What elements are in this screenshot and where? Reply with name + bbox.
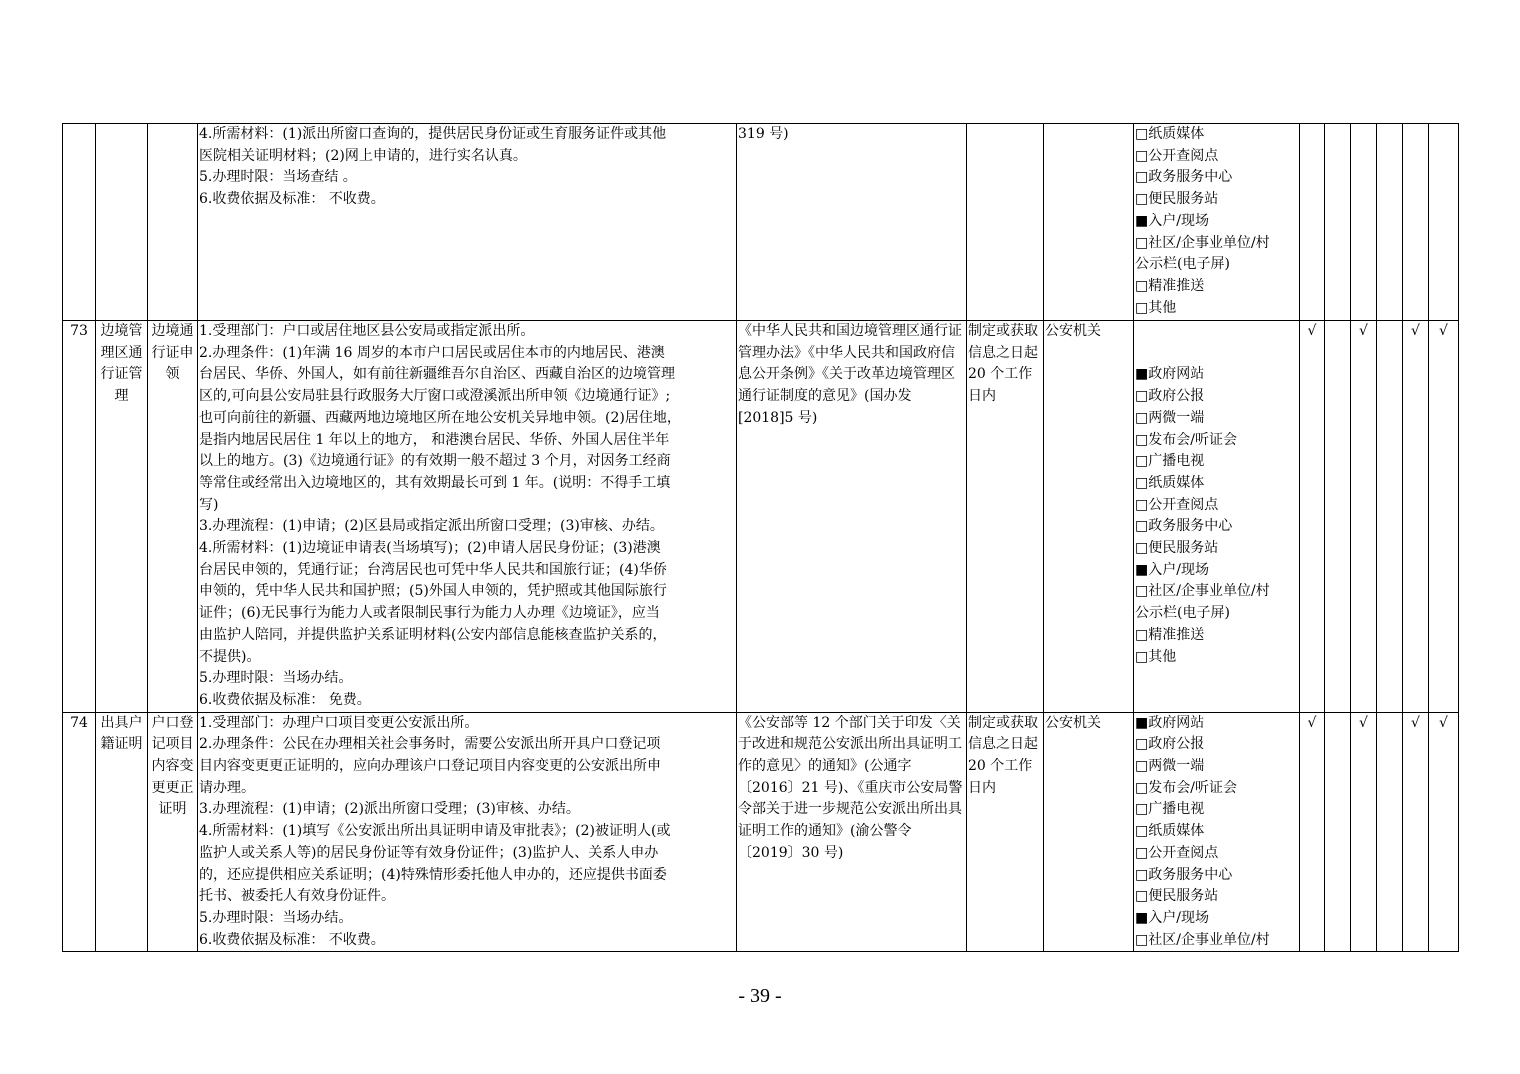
time-limit: 制定或获取信息之日起 20 个工作日内 bbox=[967, 712, 1044, 952]
channel-item: ■入户/现场 bbox=[1135, 561, 1209, 578]
responsible-body: 公安机关 bbox=[1044, 712, 1134, 952]
channel-item: ■政府网站 bbox=[1135, 366, 1205, 383]
channel-item: □两微一端 bbox=[1135, 758, 1205, 775]
detail-line: 5.办理时限：当场办结。 bbox=[199, 670, 353, 687]
channel-item: □其他 bbox=[1135, 648, 1177, 665]
responsible-body bbox=[1044, 124, 1134, 321]
detail-line: 5.办理时限：当场查结 。 bbox=[199, 169, 357, 186]
channel-item: □发布会/听证会 bbox=[1135, 431, 1237, 448]
detail-line: 1.受理部门：户口或居住地区县公安局或指定派出所。 bbox=[199, 323, 535, 339]
detail-line: 等常住或经常出入边境地区的，其有效期最长可到 1 年。(说明：不得手工填 bbox=[199, 474, 671, 491]
item-details bbox=[198, 124, 737, 321]
channel-item: □社区/企事业单位/村 bbox=[1135, 931, 1270, 948]
table-row bbox=[63, 124, 1459, 321]
page-number: - 39 - bbox=[738, 985, 782, 1007]
item-details bbox=[198, 712, 737, 952]
channel-item: □其他 bbox=[1135, 299, 1177, 316]
check-mark bbox=[1377, 321, 1403, 713]
channel-item: □政府公报 bbox=[1135, 388, 1205, 405]
responsible-body: 公安机关 bbox=[1044, 321, 1134, 713]
detail-line: 4.所需材料：(1)派出所窗口查询的，提供居民身份证或生育服务证件或其他 bbox=[199, 126, 667, 142]
channel-item: □两微一端 bbox=[1135, 409, 1205, 426]
check-mark bbox=[1300, 124, 1325, 321]
check-mark: √ bbox=[1351, 712, 1377, 952]
table-row bbox=[63, 712, 1459, 952]
detail-line: 6.收费依据及标准： 不收费。 bbox=[199, 931, 385, 948]
detail-line: 目内容变更更正证明的，应向办理该户口登记项目内容变更的公安派出所申 bbox=[199, 758, 661, 775]
channel-item: □公开查阅点 bbox=[1135, 496, 1219, 513]
sub-item-name: 边境通行证申领 bbox=[148, 321, 198, 713]
channel-item: □发布会/听证会 bbox=[1135, 779, 1237, 796]
check-mark: √ bbox=[1403, 321, 1429, 713]
channel-item: □政务服务中心 bbox=[1135, 866, 1233, 883]
item-details bbox=[198, 321, 737, 713]
detail-line: 以上的地方。(3)《边境通行证》的有效期一般不超过 3 个月，对因务工经商 bbox=[199, 453, 671, 470]
time-limit bbox=[967, 124, 1044, 321]
sub-item-name bbox=[148, 124, 198, 321]
table-row bbox=[63, 321, 1459, 713]
channel-item: □便民服务站 bbox=[1135, 888, 1219, 905]
channel-item: □社区/企事业单位/村 bbox=[1135, 234, 1270, 251]
detail-line: 1.受理部门：办理户口项目变更公安派出所。 bbox=[199, 714, 479, 731]
channel-item: □政务服务中心 bbox=[1135, 518, 1233, 535]
check-mark bbox=[1325, 124, 1351, 321]
detail-line: 6.收费依据及标准： 不收费。 bbox=[199, 191, 385, 208]
detail-line: 2.办理条件：公民在办理相关社会事务时，需要公安派出所开具户口登记项 bbox=[199, 736, 661, 753]
channel-item: □政府公报 bbox=[1135, 736, 1205, 753]
check-mark: √ bbox=[1351, 321, 1377, 713]
detail-line: 6.收费依据及标准： 免费。 bbox=[199, 691, 371, 708]
detail-line: 医院相关证明材料；(2)网上申请的，进行实名认真。 bbox=[199, 147, 527, 164]
detail-line: 写) bbox=[199, 496, 219, 513]
channel-item: □公开查阅点 bbox=[1135, 147, 1219, 164]
channel-item: 公示栏(电子屏) bbox=[1135, 256, 1230, 273]
detail-line: 5.办理时限：当场办结。 bbox=[199, 909, 353, 926]
channel-item: □纸质媒体 bbox=[1135, 126, 1205, 142]
channel-item: □纸质媒体 bbox=[1135, 823, 1205, 840]
detail-line: 也可向前往的新疆、西藏两地边境地区所在地公安机关异地申领。(2)居住地， bbox=[199, 409, 681, 426]
check-mark: √ bbox=[1429, 321, 1459, 713]
item-name: 边境管理区通行证管理 bbox=[96, 321, 148, 713]
detail-line: 是指内地居民居住 1 年以上的地方， 和港澳台居民、华侨、外国人居住半年 bbox=[199, 431, 670, 448]
check-mark bbox=[1377, 124, 1403, 321]
channel-item: □社区/企事业单位/村 bbox=[1135, 583, 1270, 600]
channel-item: □公开查阅点 bbox=[1135, 844, 1219, 861]
channel-item: □精准推送 bbox=[1135, 277, 1205, 294]
detail-line: 托书、被委托人有效身份证件。 bbox=[199, 888, 395, 905]
legal-basis: 319 号) bbox=[737, 124, 967, 321]
check-mark: √ bbox=[1403, 712, 1429, 952]
channel-item: □便民服务站 bbox=[1135, 540, 1219, 557]
channel-item: 公示栏(电子屏) bbox=[1135, 605, 1230, 622]
channel-item: □广播电视 bbox=[1135, 453, 1205, 470]
channel-item: □广播电视 bbox=[1135, 801, 1205, 818]
check-mark bbox=[1325, 712, 1351, 952]
disclosure-channels bbox=[1134, 712, 1300, 952]
check-mark: √ bbox=[1429, 712, 1459, 952]
channel-item: ■入户/现场 bbox=[1135, 212, 1209, 229]
detail-line: 3.办理流程：(1)申请；(2)派出所窗口受理；(3)审核、办结。 bbox=[199, 801, 580, 818]
row-number: 74 bbox=[63, 712, 96, 952]
check-mark bbox=[1429, 124, 1459, 321]
sub-item-name: 户口登记项目内容变更更正证明 bbox=[148, 712, 198, 952]
detail-line: 3.办理流程：(1)申请；(2)区县局或指定派出所窗口受理；(3)审核、办结。 bbox=[199, 518, 664, 535]
check-mark: √ bbox=[1300, 321, 1325, 713]
check-mark bbox=[1351, 124, 1377, 321]
channel-item: ■政府网站 bbox=[1135, 714, 1205, 731]
channel-item: ■入户/现场 bbox=[1135, 909, 1209, 926]
detail-line: 证件；(6)无民事行为能力人或者限制民事行为能力人办理《边境证》，应当 bbox=[199, 605, 660, 622]
detail-line: 申领的，凭中华人民共和国护照；(5)外国人申领的，凭护照或其他国际旅行 bbox=[199, 583, 667, 600]
detail-line: 的，还应提供相应关系证明；(4)特殊情形委托他人申办的，还应提供书面委 bbox=[199, 866, 667, 883]
item-name bbox=[96, 124, 148, 321]
check-mark bbox=[1377, 712, 1403, 952]
disclosure-channels bbox=[1134, 124, 1300, 321]
detail-line: 由监护人陪同，并提供监护关系证明材料(公安内部信息能核查监护关系的， bbox=[199, 626, 667, 643]
check-mark bbox=[1325, 321, 1351, 713]
channel-item: □便民服务站 bbox=[1135, 191, 1219, 208]
detail-line: 不提供)。 bbox=[199, 648, 261, 665]
detail-line: 请办理。 bbox=[199, 779, 255, 796]
legal-basis: 《公安部等 12 个部门关于印发〈关于改进和规范公安派出所出具证明工作的意见〉的通知》(公通字〔2016〕21 号)、《重庆市公安局警令部关于进一步规范公安派出所出具证明工作的通知》(渝公警令〔2019〕30 号) bbox=[737, 712, 967, 952]
row-number bbox=[63, 124, 96, 321]
detail-line: 台居民、华侨、外国人，如有前往新疆维吾尔自治区、西藏自治区的边境管理 bbox=[199, 366, 675, 383]
channel-item: □精准推送 bbox=[1135, 626, 1205, 643]
disclosure-table bbox=[62, 123, 1459, 952]
check-mark bbox=[1403, 124, 1429, 321]
check-mark: √ bbox=[1300, 712, 1325, 952]
row-number: 73 bbox=[63, 321, 96, 713]
disclosure-channels bbox=[1134, 321, 1300, 713]
detail-line: 区的,可向县公安局驻县行政服务大厅窗口或澄溪派出所申领《边境通行证》; bbox=[199, 388, 671, 405]
detail-line: 2.办理条件：(1)年满 16 周岁的本市户口居民或居住本市的内地居民、港澳 bbox=[199, 344, 665, 361]
channel-item: □纸质媒体 bbox=[1135, 474, 1205, 491]
detail-line: 4.所需材料：(1)填写《公安派出所出具证明申请及审批表》；(2)被证明人(或 bbox=[199, 823, 671, 840]
time-limit: 制定或获取信息之日起 20 个工作日内 bbox=[967, 321, 1044, 713]
detail-line: 台居民申领的，凭通行证；台湾居民也可凭中华人民共和国旅行证；(4)华侨 bbox=[199, 561, 667, 578]
detail-line: 4.所需材料：(1)边境证申请表(当场填写)；(2)申请人居民身份证；(3)港澳 bbox=[199, 540, 661, 557]
channel-item: □政务服务中心 bbox=[1135, 169, 1233, 186]
item-name: 出具户籍证明 bbox=[96, 712, 148, 952]
detail-line: 监护人或关系人等)的居民身份证等有效身份证件；(3)监护人、关系人申办 bbox=[199, 844, 659, 861]
legal-basis: 《中华人民共和国边境管理区通行证管理办法》《中华人民共和国政府信息公开条例》《关于改革边境管理区通行证制度的意见》(国办发[2018]5 号) bbox=[737, 321, 967, 713]
